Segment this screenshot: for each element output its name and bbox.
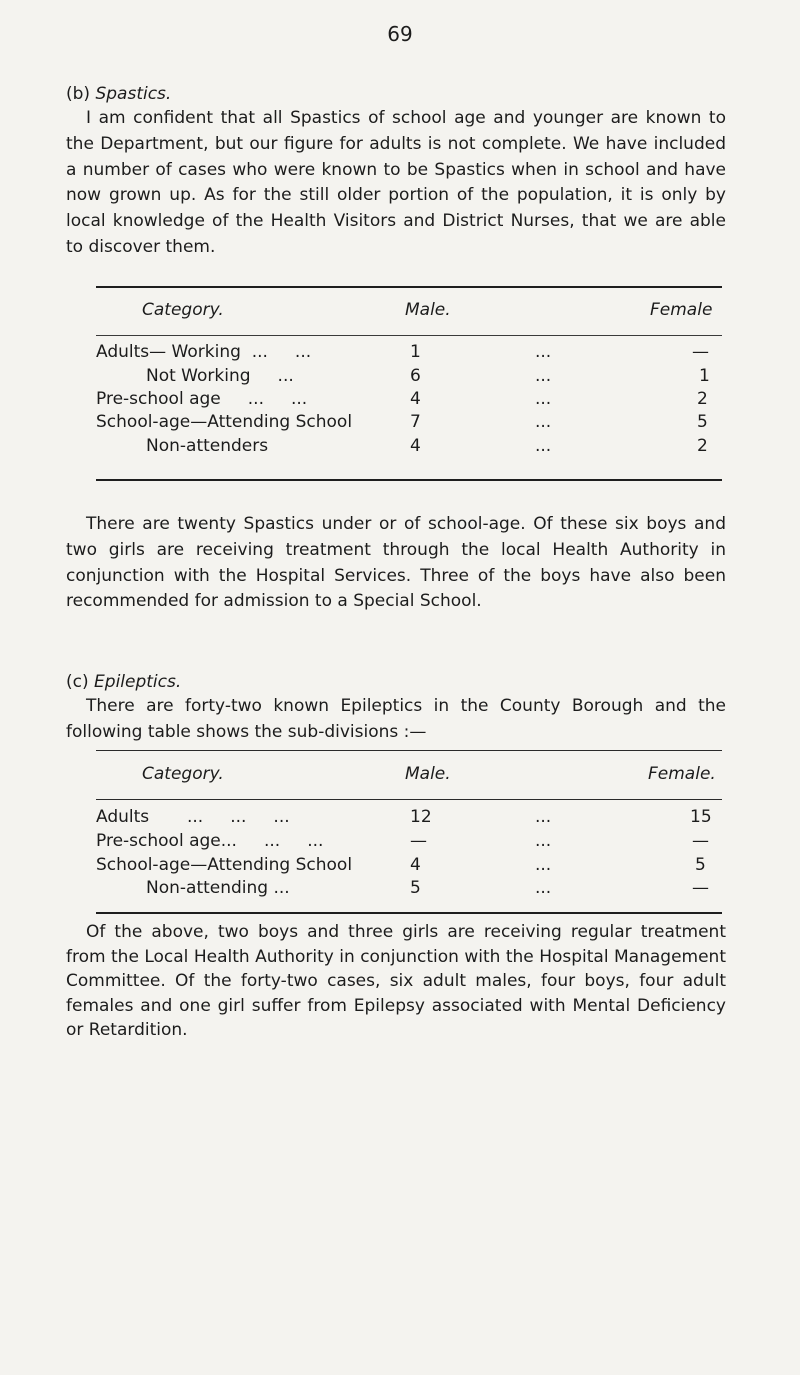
table-row-female: 5: [697, 412, 708, 432]
spastics-heading-title: Spastics.: [95, 84, 172, 104]
table-row-female: 2: [697, 436, 708, 456]
table-row-dots: ...: [535, 807, 552, 827]
table-row-male: 7: [410, 412, 421, 432]
epileptics-heading-title: Epileptics.: [94, 672, 182, 692]
table-row-female: —: [692, 878, 709, 898]
table-row-male: 4: [410, 855, 421, 875]
table-row-dots: ...: [535, 366, 552, 386]
table-row-male: 1: [410, 342, 421, 362]
table-row-label: Adults ... ... ...: [96, 807, 290, 827]
epileptics-heading-marker: (c): [66, 672, 89, 692]
table-row-dots: ...: [535, 412, 552, 432]
table-row-dots: ...: [535, 436, 552, 456]
table-row-label: Not Working ...: [146, 366, 294, 386]
epileptics-after-paragraph: Of the above, two boys and three girls are receiving regular treatment from the Local Health Authority in conjunction with the Hospital Management Committee. Of the forty-two cases, six adult males, four boys, four adult females and one girl suffer from Epilepsy associated with Mental Deficiency or Retardition.: [66, 922, 726, 1041]
table-row-female: 5: [695, 855, 706, 875]
table-row-label: Non-attending ...: [146, 878, 290, 898]
table-row-label: Pre-school age... ... ...: [96, 831, 324, 851]
table-row-label: School-age—Attending School: [96, 412, 353, 432]
table-row-male: 12: [410, 807, 432, 827]
epileptics-header-female: Female.: [648, 764, 716, 784]
epileptics-table-header-rule: [96, 799, 722, 800]
table-row-dots: ...: [535, 878, 552, 898]
table-row-dots: ...: [535, 831, 552, 851]
table-row-male: 6: [410, 366, 421, 386]
table-row-dots: ...: [535, 855, 552, 875]
spastics-table-bottom-rule: [96, 479, 722, 481]
table-row-label: School-age—Attending School: [96, 855, 353, 875]
spastics-table-header-rule: [96, 335, 722, 336]
table-row-female: 15: [690, 807, 712, 827]
epileptics-header-category: Category.: [142, 764, 224, 784]
table-row-male: 4: [410, 389, 421, 409]
epileptics-table-bottom-rule: [96, 912, 722, 914]
spastics-intro: I am confident that all Spastics of school age and younger are known to the Department, but our figure for adults is not complete. We have included a number of cases who were known to be Spastics when in school and have now grown up. As for the still older portion of the population, it is only by local knowledge of the Health Visitors and District Nurses, that we are able to discover them.: [66, 108, 726, 257]
spastics-header-female: Female: [650, 300, 713, 320]
epileptics-intro: There are forty-two known Epileptics in the County Borough and the following table shows the sub-divisions :—: [66, 696, 726, 742]
table-row-female: —: [692, 831, 709, 851]
table-row-male: —: [410, 831, 427, 851]
epileptics-table-top-rule: [96, 750, 722, 751]
table-row-male: 4: [410, 436, 421, 456]
table-row-dots: ...: [535, 389, 552, 409]
spastics-header-category: Category.: [142, 300, 224, 320]
table-row-male: 5: [410, 878, 421, 898]
epileptics-header-male: Male.: [405, 764, 451, 784]
spastics-heading: [66, 84, 171, 104]
table-row-female: —: [692, 342, 709, 362]
spastics-heading-marker: (b): [66, 84, 91, 104]
spastics-header-male: Male.: [405, 300, 451, 320]
table-row-female: 2: [697, 389, 708, 409]
table-row-dots: ...: [535, 342, 552, 362]
table-row-female: 1: [699, 366, 710, 386]
table-row-label: Pre-school age ... ...: [96, 389, 308, 409]
table-row-label: Adults— Working ... ...: [96, 342, 312, 362]
page-number: 69: [387, 22, 413, 46]
spastics-after-paragraph: There are twenty Spastics under or of school-age. Of these six boys and two girls are receiving treatment through the local Health Authority in conjunction with the Hospital Services. Three of the boys have also been recommended for admission to a Special School.: [66, 514, 726, 612]
table-row-label: Non-attenders: [146, 436, 269, 456]
spastics-table-top-rule: [96, 286, 722, 288]
epileptics-heading: [66, 672, 181, 692]
